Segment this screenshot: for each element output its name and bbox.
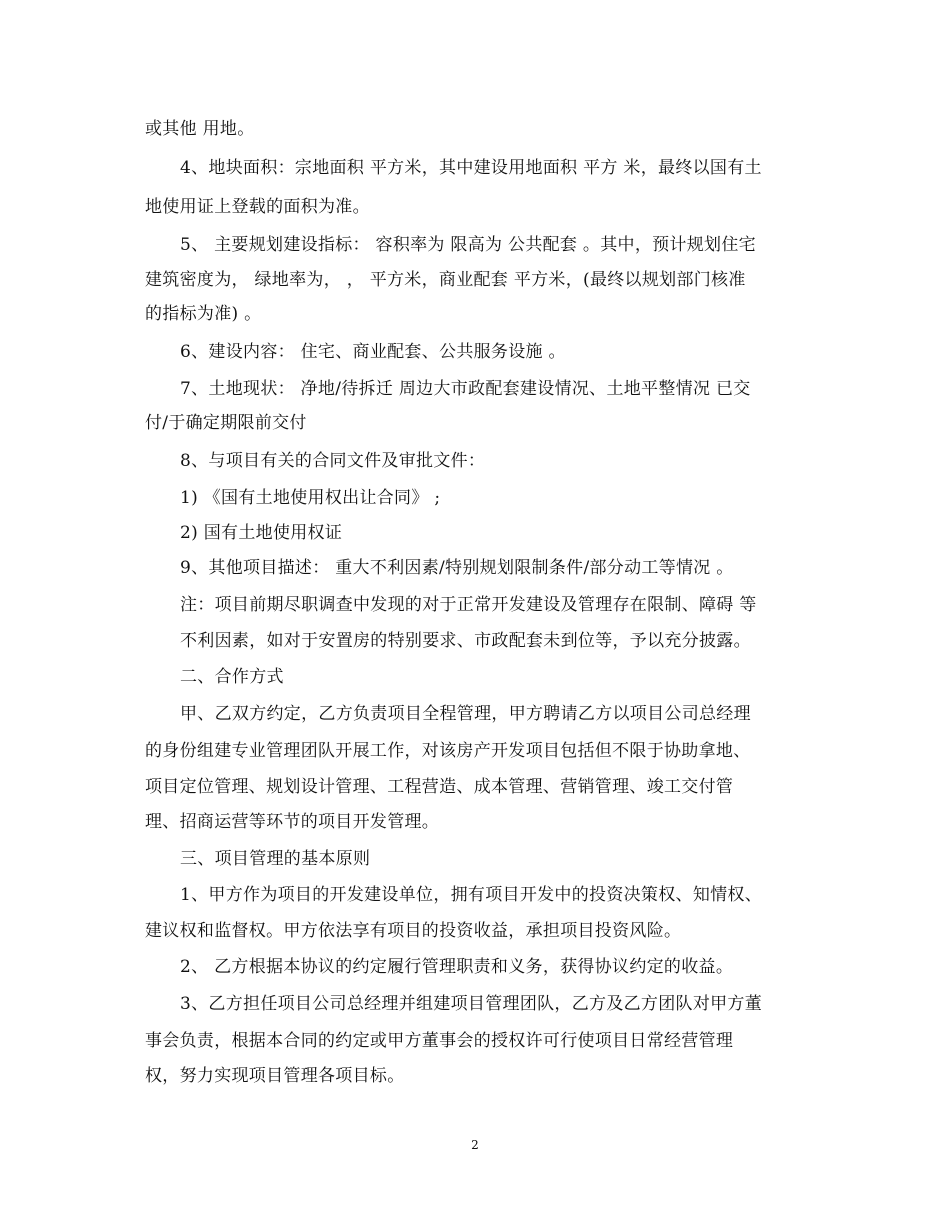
text-line: 8、与项目有关的合同文件及审批文件： bbox=[180, 451, 486, 471]
text-line: 付/于确定期限前交付 bbox=[145, 413, 307, 433]
text-line: 3、乙方担任项目公司总经理并组建项目管理团队，乙方及乙方团队对甲方董 bbox=[180, 994, 763, 1014]
page-number: 2 bbox=[471, 1138, 479, 1152]
text-line: 的身份组建专业管理团队开展工作，对该房产开发项目包括但不限于协助拿地、 bbox=[145, 741, 751, 761]
text-line: 2、 乙方根据本协议的约定履行管理职责和义务，获得协议约定的收益。 bbox=[180, 957, 734, 977]
text-line: 不利因素，如对于安置房的特别要求、市政配套未到位等，予以充分披露。 bbox=[180, 631, 751, 651]
text-line: 建筑密度为， 绿地率为， ， 平方米，商业配套 平方米，(最终以规划部门核准 bbox=[145, 270, 746, 290]
text-line: 建议权和监督权。甲方依法享有项目的投资收益，承担项目投资风险。 bbox=[145, 921, 682, 941]
section-heading: 三、项目管理的基本原则 bbox=[180, 849, 371, 869]
text-line: 1) 《国有土地使用权出让合同》 ; bbox=[180, 488, 441, 508]
text-line: 权，努力实现项目管理各项目标。 bbox=[145, 1066, 405, 1086]
text-line: 7、土地现状： 净地/待拆迁 周边大市政配套建设情况、土地平整情况 已交 bbox=[180, 379, 751, 399]
text-line: 注：项目前期尽职调查中发现的对于正常开发建设及管理存在限制、障碍 等 bbox=[180, 595, 757, 615]
text-line: 项目定位管理、规划设计管理、工程营造、成本管理、营销管理、竣工交付管 bbox=[145, 777, 734, 797]
text-line: 5、 主要规划建设指标： 容积率为 限高为 公共配套 。其中，预计规划住宅 bbox=[180, 235, 756, 255]
section-heading: 二、合作方式 bbox=[180, 667, 284, 687]
text-line: 4、地块面积：宗地面积 平方米，其中建设用地面积 平方 米，最终以国有土 bbox=[180, 158, 762, 178]
text-line: 地使用证上登载的面积为准。 bbox=[145, 197, 370, 217]
text-line: 的指标为准) 。 bbox=[145, 304, 262, 324]
text-line: 1、甲方作为项目的开发建设单位，拥有项目开发中的投资决策权、知情权、 bbox=[180, 885, 763, 905]
text-line: 甲、乙双方约定，乙方负责项目全程管理，甲方聘请乙方以项目公司总经理 bbox=[180, 704, 751, 724]
text-line: 理、招商运营等环节的项目开发管理。 bbox=[145, 812, 440, 832]
text-line: 2) 国有土地使用权证 bbox=[180, 523, 343, 543]
text-line: 事会负责，根据本合同的约定或甲方董事会的授权许可行使项目日常经营管理 bbox=[145, 1031, 734, 1051]
text-line: 9、其他项目描述： 重大不利因素/特别规划限制条件/部分动工等情况 。 bbox=[180, 558, 734, 578]
text-line: 6、建设内容： 住宅、商业配套、公共服务设施 。 bbox=[180, 342, 566, 362]
text-line: 或其他 用地。 bbox=[145, 119, 255, 139]
